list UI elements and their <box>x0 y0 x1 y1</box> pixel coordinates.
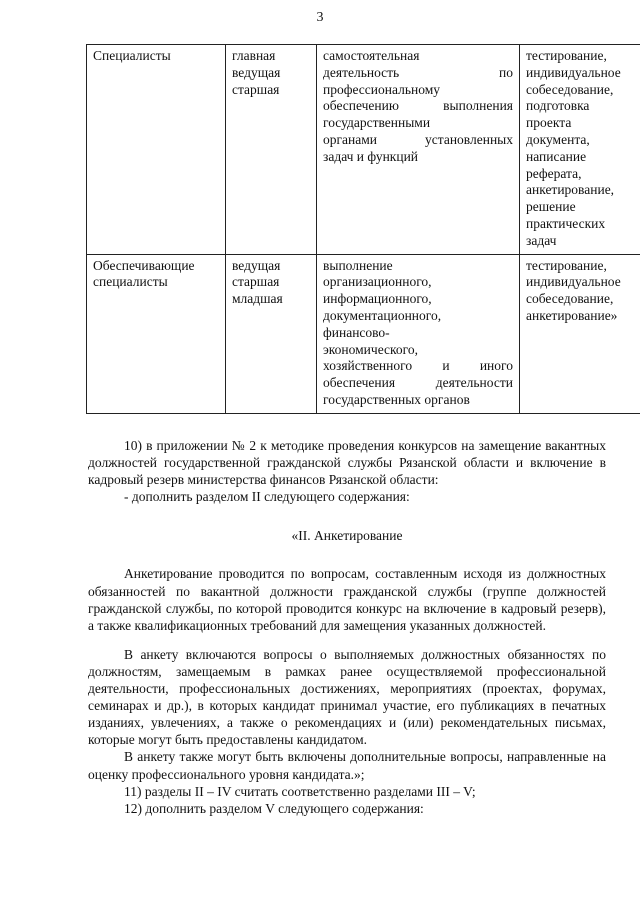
document-body <box>88 437 606 817</box>
rank-line: ведущая <box>232 257 281 273</box>
requirement-line: обеспечения деятельности <box>323 375 513 391</box>
requirement-line: хозяйственного и иного <box>323 358 513 374</box>
method-line: написание <box>526 148 587 164</box>
paragraph-gap <box>88 634 606 646</box>
requirement-line: государственных органов <box>323 391 470 407</box>
method-line: тестирование, <box>526 257 607 273</box>
method-line: анкетирование, <box>526 182 615 198</box>
amendment-item-10-sub: - дополнить разделом II следующего содержания: <box>124 489 410 505</box>
section-heading: «II. Анкетирование <box>291 528 403 544</box>
method-line: подготовка <box>526 98 590 114</box>
rank-line: ведущая <box>232 64 281 80</box>
requirement-line: деятельность по <box>323 64 513 80</box>
requirement-line: финансово- <box>323 324 390 340</box>
method-line: индивидуальное <box>526 64 621 80</box>
requirement-line: самостоятельная <box>323 48 420 63</box>
table-row <box>87 45 640 255</box>
method-line: индивидуальное <box>526 274 621 290</box>
staff-requirements-table <box>86 44 640 414</box>
requirement-line: документационного, <box>323 307 442 323</box>
requirement-line: организационного, <box>323 274 432 290</box>
methods-cell <box>520 254 640 413</box>
group-cell: Обеспечивающие специалисты <box>87 254 226 413</box>
rank-line: главная <box>232 48 276 63</box>
requirement-line: информационного, <box>323 291 432 307</box>
requirement-line: задач и функций <box>323 148 419 164</box>
method-line: проекта <box>526 115 572 131</box>
amendment-item-10: 10) в приложении № 2 к методике проведения конкурсов на замещение вакантных должностей государственной гражданской службы Рязанской области и включение в кадровый резерв министерства финансов Рязанской области: <box>88 438 606 488</box>
paragraph: В анкету также могут быть включены дополнительные вопросы, направленные на оценку профессионального уровня кандидата.»; <box>88 749 606 782</box>
rank-line: старшая <box>232 81 280 97</box>
requirement-line: профессиональному <box>323 81 440 97</box>
paragraph: Анкетирование проводится по вопросам, составленным исходя из должностных обязанностей по вакантной должности гражданской службы (группе должностей гражданской службы, по которой проводится конкурс на включение в кадровый резерв), а также квалификационных требований для замещения указанных должностей. <box>88 566 606 633</box>
method-line: реферата, <box>526 165 582 181</box>
requirement-line: экономического, <box>323 341 418 357</box>
page-number: 3 <box>316 10 324 25</box>
amendment-item-11: 11) разделы II – IV считать соответственно разделами III – V; <box>124 783 476 799</box>
requirement-line: выполнение <box>323 257 393 273</box>
rank-line: старшая <box>232 274 280 290</box>
rank-cell <box>226 254 317 413</box>
method-line: тестирование, <box>526 48 607 63</box>
requirement-line: органами установленных <box>323 131 513 147</box>
rank-cell <box>226 45 317 255</box>
requirement-line: государственными <box>323 115 431 131</box>
requirements-cell <box>317 254 520 413</box>
method-line: документа, <box>526 131 590 147</box>
method-line: собеседование, <box>526 81 614 97</box>
rank-line: младшая <box>232 291 283 307</box>
requirement-line: обеспечению выполнения <box>323 98 513 114</box>
method-line: решение <box>526 199 576 215</box>
requirements-cell <box>317 45 520 255</box>
method-line: анкетирование» <box>526 307 618 323</box>
group-cell: Специалисты <box>87 45 226 255</box>
table-row <box>87 254 640 413</box>
method-line: задач <box>526 232 557 248</box>
methods-cell <box>520 45 640 255</box>
method-line: практических <box>526 215 606 231</box>
method-line: собеседование, <box>526 291 614 307</box>
paragraph: В анкету включаются вопросы о выполняемых должностных обязанностях по должностям, замещаемым в рамках ранее осуществляемой профессиональной деятельности, профессиональных достижениях, мероприятиях (проектах, форумах, семинарах и др.), в которых кандидат принимал участие, его публикациях в печатных изданиях, увлечениях, а также о рекомендациях и (или) рекомендательных письмах, которые могут быть предоставлены кандидатом. <box>88 646 606 748</box>
amendment-item-12: 12) дополнить разделом V следующего содержания: <box>124 800 424 816</box>
